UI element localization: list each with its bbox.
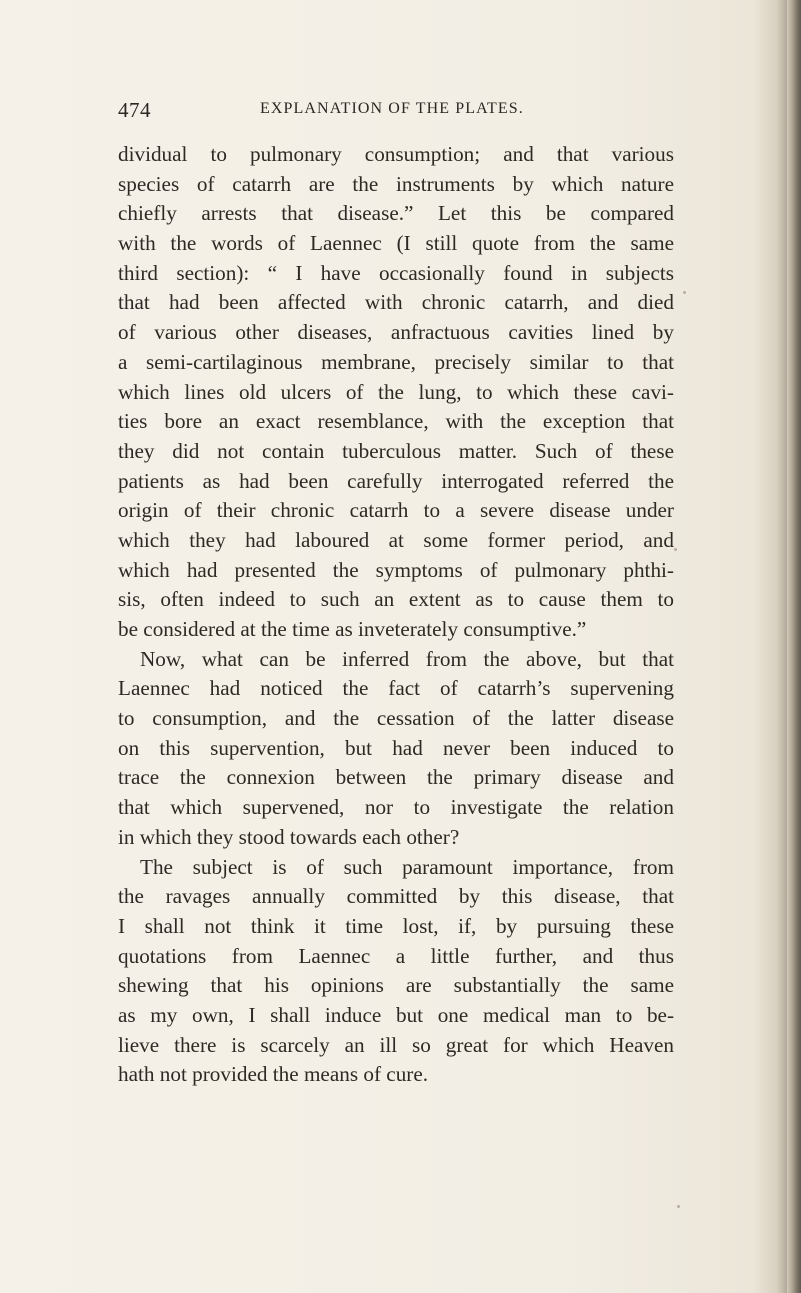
text-line: quotations from Laennec a little further, and thus (118, 943, 674, 968)
text-line: that had been affected with chronic catarrh, and died (118, 290, 674, 315)
text-line: shewing that his opinions are substantially the same (118, 973, 674, 998)
text-line: in which they stood towards each other? (118, 824, 460, 849)
text-line: chiefly arrests that disease.” Let this be compared (118, 201, 674, 226)
paper-speck (674, 548, 677, 551)
text-line: third section): “ I have occasionally found in subjects (118, 260, 674, 285)
page-header (118, 98, 678, 128)
text-line: with the words of Laennec (I still quote from the same (118, 231, 674, 256)
text-line: I shall not think it time lost, if, by pursuing these (118, 913, 674, 938)
text-line: on this supervention, but had never been induced to (118, 735, 674, 760)
running-title: EXPLANATION OF THE PLATES. (260, 100, 524, 117)
text-line: trace the connexion between the primary disease and (118, 765, 674, 790)
text-line: to consumption, and the cessation of the latter disease (118, 706, 674, 731)
text-line: the ravages annually committed by this disease, that (118, 884, 674, 909)
text-line: that which supervened, nor to investigate the relation (118, 795, 674, 820)
text-line: origin of their chronic catarrh to a severe disease under (118, 498, 674, 523)
paper-speck (677, 1205, 680, 1208)
body-text (118, 140, 674, 1090)
text-line: sis, often indeed to such an extent as to cause them to (118, 587, 674, 612)
text-line: ties bore an exact resemblance, with the exception that (118, 409, 674, 434)
text-line: they did not contain tuberculous matter. Such of these (118, 438, 674, 463)
text-line: lieve there is scarcely an ill so great for which Heaven (118, 1032, 674, 1057)
text-line: of various other diseases, anfractuous cavities lined by (118, 320, 674, 345)
page-number: 474 (118, 98, 151, 122)
text-line: which they had laboured at some former period, and (118, 527, 674, 552)
page-gutter-shadow (787, 0, 801, 1293)
paragraph-start-line: The subject is of such paramount importance, from (140, 854, 674, 879)
text-line: as my own, I shall induce but one medical man to be- (118, 1002, 674, 1027)
text-line: a semi-cartilaginous membrane, precisely similar to that (118, 349, 674, 374)
text-line: patients as had been carefully interrogated referred the (118, 468, 674, 493)
text-line: hath not provided the means of cure. (118, 1062, 429, 1087)
text-line: Laennec had noticed the fact of catarrh’s supervening (118, 676, 674, 701)
text-line: dividual to pulmonary consumption; and that various (118, 142, 674, 166)
paper-speck (683, 291, 686, 294)
text-line: which lines old ulcers of the lung, to which these cavi- (118, 379, 674, 404)
paragraph-start-line: Now, what can be inferred from the above, but that (140, 646, 674, 671)
text-line: which had presented the symptoms of pulmonary phthi- (118, 557, 674, 582)
text-line: be considered at the time as inveterately consumptive.” (118, 617, 587, 641)
text-line: species of catarrh are the instruments by which nature (118, 171, 674, 196)
